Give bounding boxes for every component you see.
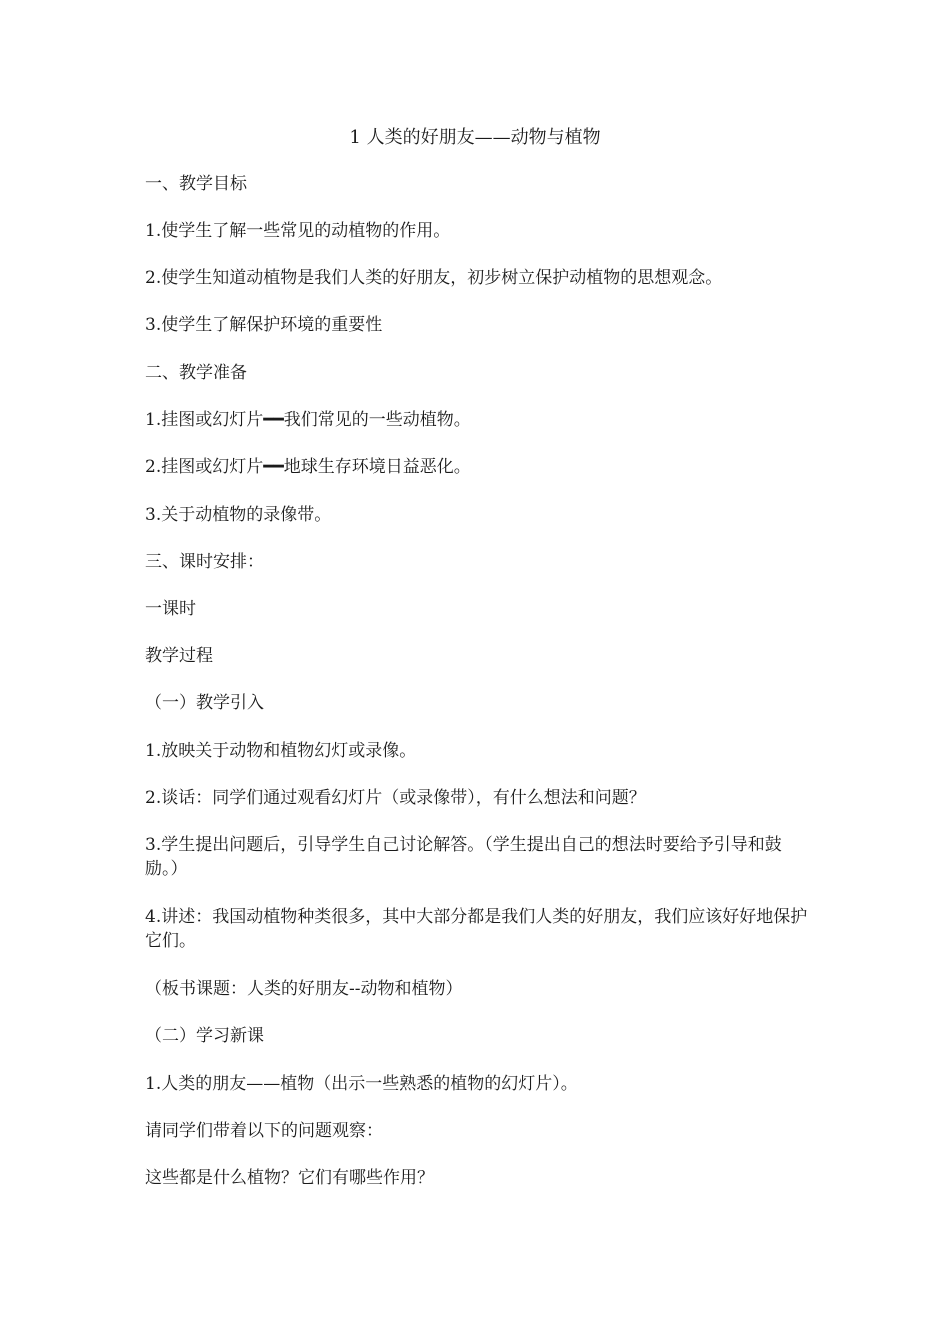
objective-item-1: 1.使学生了解一些常见的动植物的作用。 [145,221,451,241]
intro-item-4: 4.讲述：我国动植物种类很多，其中大部分都是我们人类的好朋友，我们应该好好地保护它们。 [145,907,808,951]
section-heading-schedule: 三、课时安排： [145,552,264,572]
objective-item-2: 2.使学生知道动植物是我们人类的好朋友，初步树立保护动植物的思想观念。 [145,268,723,288]
document-title: 1 人类的好朋友——动物与植物 [349,127,601,148]
intro-item-2: 2.谈话：同学们通过观看幻灯片（或录像带），有什么想法和问题？ [145,788,646,808]
preparation-item-3: 3.关于动植物的录像带。 [145,505,332,525]
subsection-heading-intro: （一）教学引入 [145,693,264,713]
section-heading-preparation: 二、教学准备 [145,363,247,383]
section-heading-objectives: 一、教学目标 [145,174,247,194]
subsection-heading-new-lesson: （二）学习新课 [145,1026,264,1046]
preparation-item-2: 2.挂图或幻灯片━━地球生存环境日益恶化。 [145,457,471,477]
new-lesson-item-1: 1.人类的朋友——植物（出示一些熟悉的植物的幻灯片）。 [145,1074,578,1094]
board-title-note: （板书课题：人类的好朋友--动物和植物） [145,979,463,999]
process-heading: 教学过程 [145,646,213,666]
intro-item-1: 1.放映关于动物和植物幻灯或录像。 [145,741,417,761]
intro-item-3: 3.学生提出问题后，引导学生自己讨论解答。（学生提出自己的想法时要给予引导和鼓励。） [145,835,782,879]
schedule-value: 一课时 [145,599,196,619]
observation-prompt: 请同学们带着以下的问题观察： [145,1121,383,1141]
objective-item-3: 3.使学生了解保护环境的重要性 [145,315,383,335]
observation-questions: 这些都是什么植物？它们有哪些作用？ [145,1168,434,1188]
preparation-item-1: 1.挂图或幻灯片━━我们常见的一些动植物。 [145,410,471,430]
